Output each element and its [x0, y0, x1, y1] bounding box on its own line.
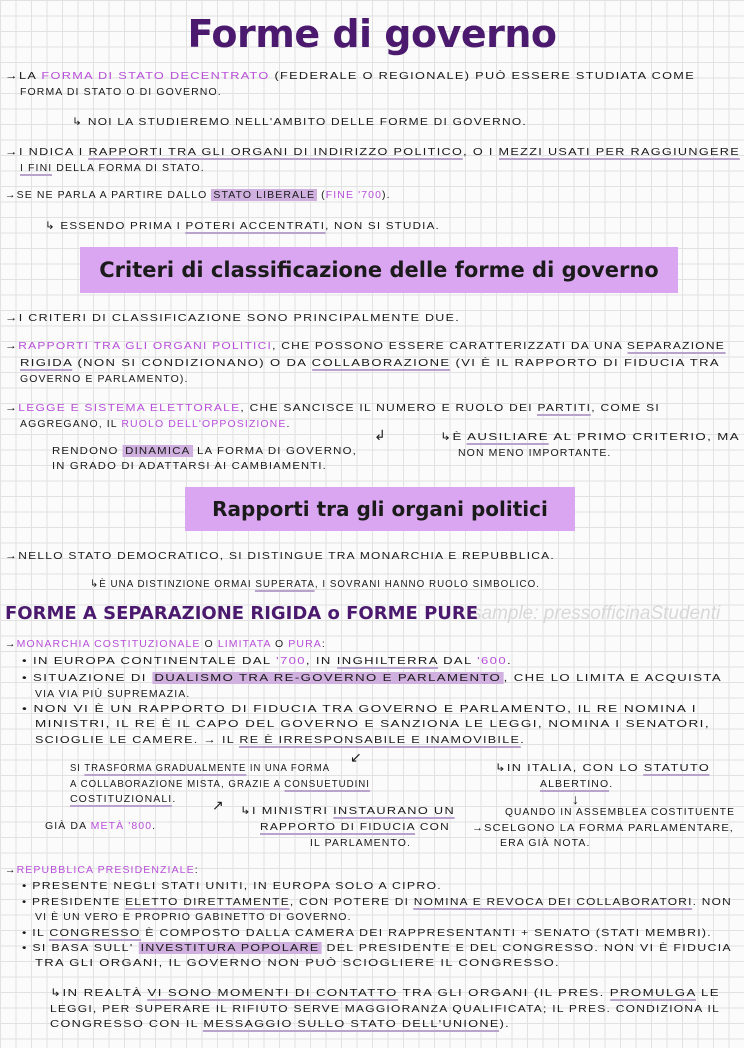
note-text: ).: [382, 189, 391, 201]
note-text: ↳IN REALTÀ: [50, 987, 148, 999]
note-text: , COME SI: [591, 402, 660, 414]
note-line: [260, 821, 450, 833]
note-line: [440, 431, 740, 443]
underlined-text: SEPARAZIONE: [626, 340, 725, 352]
accent-text: '700: [276, 655, 306, 667]
underlined-text: RE È IRRESPONSABILE E INAMOVIBILE: [239, 734, 521, 746]
note-text: , CHE LO LIMITA E ACQUISTA: [503, 672, 722, 684]
note-text: →SCELGONO LA FORMA PARLAMENTARE,: [472, 822, 734, 834]
accent-text: LEGGE E SISTEMA ELETTORALE: [18, 402, 241, 414]
note-text: .: [286, 418, 291, 430]
arrow-icon: ↓: [572, 791, 579, 807]
accent-text: '600: [477, 655, 507, 667]
heading-criteri: Criteri di classificazione delle forme di governo: [80, 247, 678, 293]
note-text: • IN EUROPA CONTINENTALE DAL: [22, 655, 277, 667]
note-text: • SI BASA SULL': [22, 942, 139, 954]
note-line: [22, 655, 512, 667]
highlighted-text: DUALISMO TRA RE-GOVERNO E PARLAMENTO: [152, 672, 504, 684]
note-line: [240, 805, 455, 817]
note-text: , IN: [305, 655, 337, 667]
underlined-text: ELETTO DIRETTAMENTE: [125, 896, 290, 908]
note-text: .: [152, 820, 157, 832]
note-text: →LA: [5, 70, 42, 82]
note-line: [22, 880, 442, 892]
page-title: Forme di governo: [187, 12, 557, 56]
note-line: [5, 70, 695, 82]
note-text: LA FORMA DI GOVERNO,: [192, 445, 357, 457]
note-line: [50, 987, 720, 999]
underlined-text: I FINI: [20, 162, 53, 174]
note-text: ↳È: [440, 431, 468, 443]
note-text: (NON SI CONDIZIONANO) O DA: [72, 357, 312, 369]
note-text: ↳I MINISTRI: [240, 805, 334, 817]
note-text: →NELLO STATO DEMOCRATICO, SI DISTINGUE TRA MONARCHIA E REPUBBLICA.: [5, 550, 555, 562]
underlined-text: MEZZI USATI PER RAGGIUNGERE: [498, 146, 740, 158]
note-line: [310, 837, 411, 849]
note-text: →: [5, 340, 19, 352]
note-text: IN GRADO DI ADATTARSI AI CAMBIAMENTI.: [52, 460, 327, 472]
underlined-text: PROMULGA: [609, 987, 696, 999]
note-line: [35, 734, 525, 746]
note-text: CON: [415, 821, 450, 833]
note-text: , CHE SANCISCE IL NUMERO E RUOLO DEI: [240, 402, 538, 414]
accent-text: REPUBBLICA PRESIDENZIALE: [16, 864, 195, 876]
note-text: TRA GLI ORGANI, IL GOVERNO NON PUÒ SCIOGLIERE IL CONGRESSO.: [35, 957, 560, 969]
underlined-text: SUPERATA: [255, 578, 315, 590]
note-line: [495, 762, 710, 774]
note-text: IN UNA FORMA: [246, 762, 330, 774]
note-text: , I SOVRANI HANNO RUOLO SIMBOLICO.: [314, 578, 540, 590]
note-text: SCIOGLIE LE CAMERE. → IL: [35, 734, 240, 746]
note-text: .: [172, 793, 177, 805]
underlined-text: RAPPORTO DI FIDUCIA: [260, 821, 416, 833]
note-text: TRA GLI ORGANI (IL PRES.: [397, 987, 610, 999]
note-text: →I NDICA I: [5, 146, 89, 158]
note-text: ↳IN ITALIA, CON LO: [495, 762, 644, 774]
note-text: • PRESENTE NEGLI STATI UNITI, IN EUROPA SOLO A CIPRO.: [22, 880, 442, 892]
note-line: [5, 550, 555, 562]
note-line: [22, 672, 722, 684]
underlined-text: NOMINA E REVOCA DEI COLLABORATORI: [413, 896, 693, 908]
note-text: FORMA DI STATO O DI GOVERNO.: [20, 86, 222, 98]
arrow-icon: ↗: [212, 797, 224, 813]
note-line: [35, 718, 710, 730]
note-text: SI: [70, 762, 85, 774]
note-text: DELLA FORMA DI STATO.: [52, 162, 205, 174]
note-text: . NON: [692, 896, 732, 908]
note-text: :: [194, 864, 199, 876]
note-text: ERA GIÀ NOTA.: [500, 837, 591, 849]
underlined-text: AUSILIARE: [467, 431, 550, 443]
underlined-text: VI SONO MOMENTI DI CONTATTO: [147, 987, 398, 999]
note-text: DEL PRESIDENTE E DEL CONGRESSO. NON VI È FIDUCIA: [321, 942, 732, 954]
heading-rapporti: Rapporti tra gli organi politici: [185, 487, 575, 531]
note-text: →: [5, 402, 19, 414]
note-text: AGGREGANO, IL: [20, 418, 122, 430]
note-text: .: [609, 778, 614, 790]
accent-text: MONARCHIA COSTITUZIONALE: [16, 638, 201, 650]
note-line: [70, 793, 176, 805]
accent-text: METÀ '800: [90, 820, 153, 832]
highlighted-text: INVESTITURA POPOLARE: [138, 942, 321, 954]
note-text: , O I: [463, 146, 499, 158]
accent-text: FORMA DI STATO DECENTRATO: [41, 70, 270, 82]
note-line: [52, 445, 357, 457]
accent-text: RAPPORTI TRA GLI ORGANI POLITICI: [18, 340, 273, 352]
accent-text: LIMITATA: [217, 638, 271, 650]
note-text: IL PARLAMENTO.: [310, 837, 411, 849]
underlined-text: CONGRESSO: [49, 927, 141, 939]
note-text: • PRESIDENTE: [22, 896, 126, 908]
underlined-text: TRASFORMA GRADUALMENTE: [84, 762, 247, 774]
underlined-text: POTERI ACCENTRATI: [185, 220, 326, 232]
note-line: [70, 778, 370, 790]
note-line: [22, 927, 712, 939]
note-text: MINISTRI, IL RE È IL CAPO DEL GOVERNO E SANZIONA LE LEGGI, NOMINA I SENATORI,: [35, 718, 710, 730]
note-text: LE: [695, 987, 720, 999]
note-line: [20, 162, 205, 174]
note-line: [45, 220, 440, 232]
note-line: [90, 578, 540, 590]
note-line: [70, 762, 330, 774]
section-heading-separazione: FORME A SEPARAZIONE RIGIDA o FORME PURE: [5, 603, 479, 624]
note-line: [20, 418, 290, 430]
note-text: →SE NE PARLA A PARTIRE DALLO: [5, 189, 212, 201]
note-text: :: [321, 638, 326, 650]
note-line: [22, 942, 732, 954]
note-text: RENDONO: [52, 445, 123, 457]
note-line: [20, 86, 222, 98]
note-text: O: [270, 638, 289, 650]
note-text: VI È UN VERO E PROPRIO GABINETTO DI GOVERNO.: [35, 911, 352, 923]
note-text: È COMPOSTO DALLA CAMERA DEI RAPPRESENTANTI + SENATO (STATI MEMBRI).: [140, 927, 712, 939]
note-line: [35, 957, 560, 969]
underlined-text: CONSUETUDINI: [284, 778, 370, 790]
highlighted-text: DINAMICA: [123, 445, 193, 457]
accent-text: FINE '700: [325, 189, 383, 201]
note-line: [20, 373, 189, 385]
underlined-text: RAPPORTI TRA GLI ORGANI DI INDIRIZZO POLITICO: [88, 146, 464, 158]
watermark: sample: pressofficinaStudenti: [472, 603, 721, 624]
note-line: [35, 911, 352, 923]
note-line: [5, 638, 326, 650]
note-line: [22, 703, 697, 715]
note-line: [22, 896, 732, 908]
arrow-icon: ↙: [350, 749, 362, 765]
note-text: ↳ ESSENDO PRIMA I: [45, 220, 186, 232]
note-line: [5, 312, 460, 324]
note-line: [20, 357, 720, 369]
note-text: GIÀ DA: [45, 820, 91, 832]
note-text: AL PRIMO CRITERIO, MA: [549, 431, 740, 443]
note-line: [5, 340, 725, 352]
note-line: [5, 402, 660, 414]
note-line: [472, 822, 734, 834]
note-text: →: [5, 638, 17, 650]
note-text: ).: [499, 1018, 511, 1030]
underlined-text: ALBERTINO: [540, 778, 610, 790]
underlined-text: INSTAURANO UN: [333, 805, 455, 817]
note-line: [5, 864, 199, 876]
note-line: [35, 688, 190, 700]
note-line: [50, 1018, 510, 1030]
note-text: ↳ NOI LA STUDIEREMO NELL'AMBITO DELLE FORME DI GOVERNO.: [72, 116, 527, 128]
note-text: NON MENO IMPORTANTE.: [458, 447, 612, 459]
note-text: .: [520, 734, 525, 746]
note-text: →I CRITERI DI CLASSIFICAZIONE SONO PRINCIPALMENTE DUE.: [5, 312, 460, 324]
underlined-text: COSTITUZIONALI: [70, 793, 173, 805]
note-text: →: [5, 864, 17, 876]
note-text: LEGGI, PER SUPERARE IL RIFIUTO SERVE MAGGIORANZA QUALIFICATA; IL PRES. CONDIZIONA IL: [50, 1003, 720, 1015]
note-text: (: [317, 189, 326, 201]
underlined-text: PARTITI: [537, 402, 592, 414]
note-text: O: [200, 638, 218, 650]
accent-text: RUOLO DELL'OPPOSIZIONE: [121, 418, 287, 430]
arrow-icon: ↲: [374, 427, 386, 443]
note-text: , CON POTERE DI: [289, 896, 414, 908]
note-text: • NON VI È UN RAPPORTO DI FIDUCIA TRA GOVERNO E PARLAMENTO, IL RE NOMINA I: [22, 703, 697, 715]
note-line: [5, 189, 391, 201]
note-text: GOVERNO E PARLAMENTO).: [20, 373, 189, 385]
note-text: CONGRESSO CON IL: [50, 1018, 204, 1030]
note-text: • IL: [22, 927, 50, 939]
note-line: [500, 837, 591, 849]
underlined-text: STATUTO: [643, 762, 710, 774]
note-text: (FEDERALE O REGIONALE) PUÒ ESSERE STUDIATA COME: [269, 70, 695, 82]
note-text: .: [506, 655, 512, 667]
note-line: [45, 820, 156, 832]
note-line: [72, 116, 527, 128]
note-text: , NON SI STUDIA.: [325, 220, 440, 232]
note-text: , CHE POSSONO ESSERE CARATTERIZZATI DA UNA: [272, 340, 627, 352]
note-line: [5, 146, 740, 158]
underlined-text: COLLABORAZIONE: [311, 357, 451, 369]
note-text: QUANDO IN ASSEMBLEA COSTITUENTE: [505, 806, 735, 818]
note-text: (VI È IL RAPPORTO DI FIDUCIA TRA: [450, 357, 720, 369]
underlined-text: MESSAGGIO SULLO STATO DELL'UNIONE: [203, 1018, 500, 1030]
note-line: [52, 460, 327, 472]
note-text: • SITUAZIONE DI: [22, 672, 152, 684]
note-text: A COLLABORAZIONE MISTA, GRAZIE A: [70, 778, 285, 790]
highlighted-text: STATO LIBERALE: [213, 189, 316, 201]
note-line: [505, 806, 735, 818]
note-line: [458, 447, 611, 459]
accent-text: PURA: [288, 638, 322, 650]
note-text: VIA VIA PIÙ SUPREMAZIA.: [35, 688, 191, 700]
note-line: [540, 778, 613, 790]
note-text: ↳È UNA DISTINZIONE ORMAI: [90, 578, 256, 590]
note-line: [50, 1003, 720, 1015]
note-text: DAL: [438, 655, 478, 667]
underlined-text: INGHILTERRA: [336, 655, 439, 667]
underlined-text: RIGIDA: [20, 357, 73, 369]
